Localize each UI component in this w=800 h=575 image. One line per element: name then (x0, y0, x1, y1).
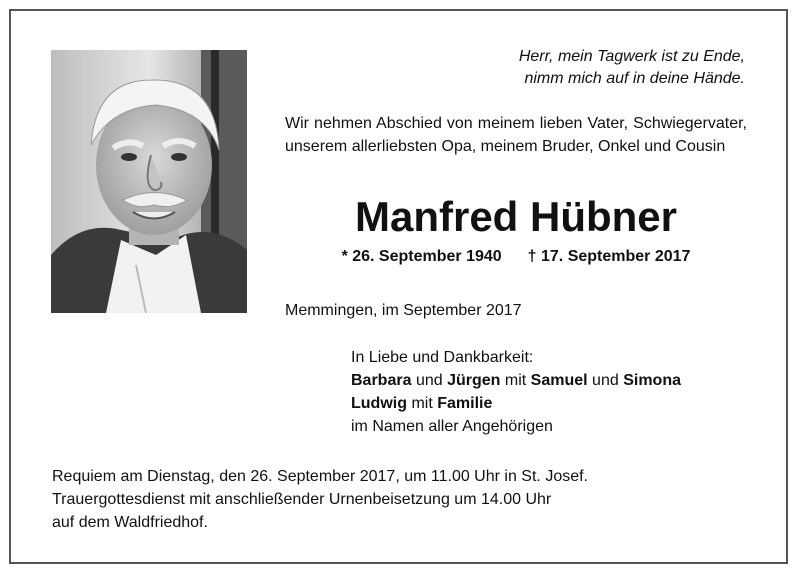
service-line: Trauergottesdienst mit anschließender Urnenbeisetzung um 14.00 Uhr (52, 491, 552, 508)
mourner-name: Samuel (530, 372, 588, 389)
mourner-name: Barbara (351, 372, 412, 389)
life-dates (285, 246, 747, 268)
service-line: auf dem Waldfriedhof. (52, 514, 208, 531)
deceased-name: Manfred Hübner (354, 193, 677, 240)
connector: mit (504, 372, 527, 389)
connector: und (592, 372, 619, 389)
farewell-text: Wir nehmen Abschied von meinem lieben Vater, Schwiegervater, unserem allerliebsten Opa, meinem Bruder, Onkel und Cousin (285, 115, 747, 155)
mourner-name: Jürgen (447, 372, 501, 389)
mourners-line (351, 392, 751, 415)
place-date: Memmingen, im September 2017 (285, 302, 522, 319)
death-date: † 17. September 2017 (527, 248, 691, 265)
mourner-name: Familie (437, 395, 493, 412)
portrait-photo (51, 50, 247, 313)
quote-line: Herr, mein Tagwerk ist zu Ende, (518, 48, 745, 65)
connector: und (415, 372, 443, 389)
mourner-name: Simona (623, 372, 681, 389)
service-line: Requiem am Dienstag, den 26. September 2017, um 11.00 Uhr in St. Josef. (52, 468, 588, 485)
signoff-line: In Liebe und Dankbarkeit: (351, 349, 534, 366)
service-info (52, 465, 752, 534)
mourners-line (351, 369, 751, 392)
signoff-line: im Namen aller Angehörigen (351, 418, 553, 435)
birth-date: * 26. September 1940 (341, 248, 502, 265)
quote (460, 46, 745, 90)
connector: mit (411, 395, 433, 412)
quote-line: nimm mich auf in deine Hände. (524, 70, 745, 87)
signoff (351, 346, 751, 438)
mourner-name: Ludwig (351, 395, 407, 412)
